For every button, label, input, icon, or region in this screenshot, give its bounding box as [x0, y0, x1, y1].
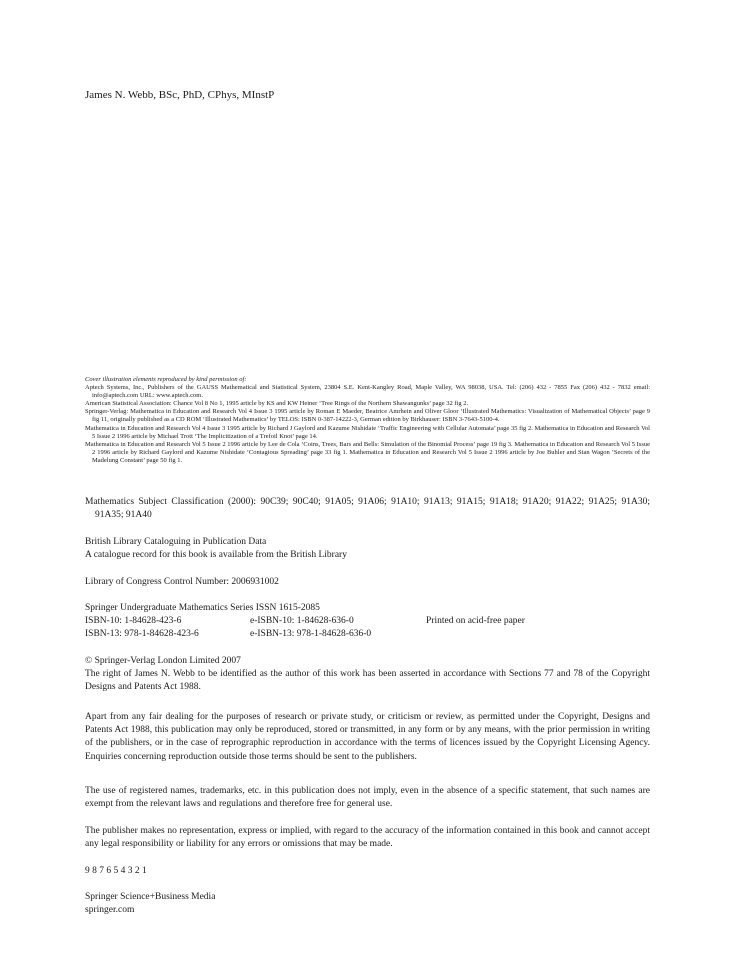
author-rights: The right of James N. Webb to be identified as the author of this work has been asserted in accordance with Sections 77 and 78 of the Copyright Designs and Patents Act 1988.	[85, 669, 650, 693]
print-line: 9 8 7 6 5 4 3 2 1	[85, 866, 147, 876]
loc-block	[85, 576, 650, 589]
british-library-block	[85, 536, 650, 562]
msc-block	[85, 496, 650, 522]
copyright-block	[85, 655, 650, 695]
series-issn: Springer Undergraduate Mathematics Series ISSN 1615-2085	[85, 603, 320, 613]
credit-entry: Mathematica in Education and Research Vol 5 Issue 2 1996 article by Lee de Cola ‘Coins, Trees, Bars and Bells: Simulation of the Binomial Process’ page 19 fig 3. Mathematica in Education and Research Vol 5 Issue 2 1996 article by Richard Gaylord and Kazume Nishidate ‘Contagious Spreading’ page 33 fig 1. Mathematica in Education and Research Vol 5 Issue 2 1996 article by Joe Buhler and Stan Wagon ‘Secrets of the Madelung Constant’ page 50 fig 1.	[85, 440, 650, 464]
eisbn13: e-ISBN-13: 978-1-84628-636-0	[250, 629, 372, 640]
isbn13-row	[85, 628, 650, 641]
copyright-line: © Springer-Verlag London Limited 2007	[85, 656, 241, 666]
british-library-line1: British Library Cataloguing in Publication Data	[85, 537, 267, 547]
credit-entry: Mathematica in Education and Research Vol 4 Issue 3 1995 article by Richard J Gaylord and Kazume Nishidate ‘Traffic Engineering with Cellular Automata’ page 35 fig 2. Mathematica in Education and Research Vol 5 Issue 2 1996 article by Michael Trott ‘The Implicitization of a Trefoil Knot’ page 14.	[85, 424, 650, 440]
credits-heading: Cover illustration elements reproduced by kind permission of:	[85, 376, 247, 383]
british-library-line2: A catalogue record for this book is available from the British Library	[85, 550, 347, 561]
print-line-block	[85, 865, 650, 878]
author-line: James N. Webb, BSc, PhD, CPhys, MInstP	[85, 89, 275, 101]
isbn13: ISBN-13: 978-1-84628-423-6	[85, 629, 199, 640]
msc-classification: Mathematics Subject Classification (2000): 90C39; 90C40; 91A05; 91A06; 91A10; 91A13; 91A15; 91A18; 91A20; 91A22; 91A25; 91A30; 91A35; 91A40	[85, 497, 650, 521]
credit-entry: American Statistical Association: Chance Vol 8 No 1, 1995 article by KS and KW Heiner ‘Tree Rings of the Northern Shawangunks’ page 32 fig 2.	[85, 400, 469, 408]
trademarks-block	[85, 785, 650, 811]
isbn10-row	[85, 615, 650, 628]
fair-dealing-text: Apart from any fair dealing for the purposes of research or private study, or criticism or review, as permitted under the Copyright, Designs and Patents Act 1988, this publication may only be reproduced, stored or transmitted, in any form or by any means, with the prior permission in writing of the publishers, or in the case of reprographic reproduction in accordance with the terms of licences issued by the Copyright Licensing Agency. Enquiries concerning reproduction outside those terms should be sent to the publishers.	[85, 712, 650, 762]
disclaimer-text: The publisher makes no representation, express or implied, with regard to the accuracy of the information contained in this book and cannot accept any legal responsibility or liability for any errors or omissions that may be made.	[85, 826, 650, 850]
acid-free-note: Printed on acid-free paper	[426, 616, 525, 627]
cover-credits	[85, 376, 650, 465]
credit-entry: Springer-Verlag: Mathematica in Education and Research Vol 4 Issue 3 1995 article by Roman E Maeder, Beatrice Amrhein and Oliver Gloor ‘Illustrated Mathematics: Visualization of Mathematical Objects’ page 9 fig 11, originally published as a CD ROM ‘Illustrated Mathematics’ by TELOS: ISBN 0-387-14222-3, German edition by Birkhauser: ISBN 3-7643-5100-4.	[85, 408, 650, 424]
isbn-block	[85, 602, 650, 642]
trademarks-text: The use of registered names, trademarks, etc. in this publication does not imply, even in the absence of a specific statement, that such names are exempt from the relevant laws and regulations and therefore free for general use.	[85, 786, 650, 810]
publisher-url: springer.com	[85, 905, 135, 916]
publisher-name: Springer Science+Business Media	[85, 892, 216, 902]
loc-control-number: Library of Congress Control Number: 2006931002	[85, 577, 279, 587]
credit-entry: Aptech Systems, Inc., Publishers of the GAUSS Mathematical and Statistical System, 23804 S.E. Kent-Kangley Road, Maple Valley, WA 98038, USA. Tel: (206) 432 - 7855 Fax (206) 432 - 7832 email: info@aptech.com URL: www.aptech.com.	[85, 384, 650, 400]
eisbn10: e-ISBN-10: 1-84628-636-0	[250, 616, 354, 627]
disclaimer-block	[85, 825, 650, 851]
publisher-block	[85, 891, 650, 917]
fair-dealing-block	[85, 711, 650, 764]
isbn10: ISBN-10: 1-84628-423-6	[85, 616, 182, 627]
